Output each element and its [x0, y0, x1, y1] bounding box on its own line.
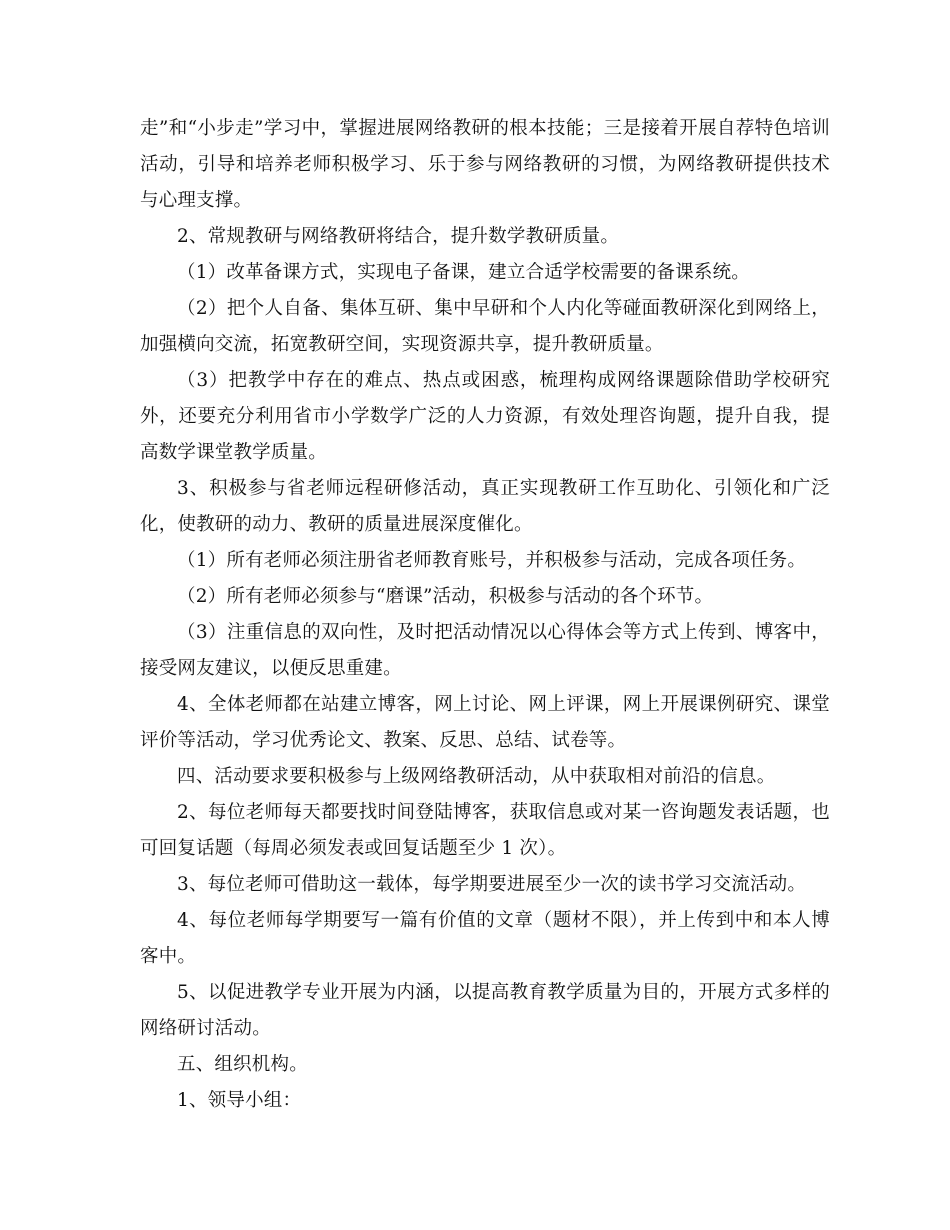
paragraph-15: 5、以促进教学专业开展为内涵，以提高教育教学质量为目的，开展方式多样的网络研讨活动。: [140, 982, 830, 1039]
paragraph-4: （2）把个人自备、集体互研、集中早研和个人内化等碰面教研深化到网络上，加强横向交流，拓宽教研空间，实现资源共享，提升教研质量。: [140, 298, 830, 355]
paragraph-10: 4、全体老师都在站建立博客，网上讨论、网上评课，网上开展课例研究、课堂评价等活动，学习优秀论文、教案、反思、总结、试卷等。: [140, 694, 830, 751]
paragraph-3: （1）改革备课方式，实现电子备课，建立合适学校需要的备课系统。: [177, 262, 750, 283]
document-body: [140, 111, 830, 1119]
paragraph-8: （2）所有老师必须参与“磨课”活动，积极参与活动的各个环节。: [177, 586, 714, 607]
paragraph-11: 四、活动要求要积极参与上级网络教研活动，从中获取相对前沿的信息。: [177, 766, 776, 787]
section-heading-organization: 五、组织机构。: [177, 1054, 308, 1075]
paragraph-12: 2、每位老师每天都要找时间登陆博客，获取信息或对某一咨询题发表话题，也可回复话题（每周必须发表或回复话题至少 1 次）。: [140, 802, 830, 859]
paragraph-5: （3）把教学中存在的难点、热点或困惑，梳理构成网络课题除借助学校研究外，还要充分利用省市小学数学广泛的人力资源，有效处理咨询题，提升自我，提高数学课堂教学质量。: [140, 370, 830, 463]
paragraph-1: 走”和“小步走”学习中，掌握进展网络教研的根本技能；三是接着开展自荐特色培训活动，引导和培养老师积极学习、乐于参与网络教研的习惯，为网络教研提供技术与心理支撑。: [140, 118, 830, 211]
paragraph-7: （1）所有老师必须注册省老师教育账号，并积极参与活动，完成各项任务。: [177, 550, 807, 571]
paragraph-14: 4、每位老师每学期要写一篇有价值的文章（题材不限），并上传到中和本人博客中。: [140, 910, 830, 967]
subheading-leadership-group: 1、领导小组：: [177, 1090, 302, 1111]
paragraph-6: 3、积极参与省老师远程研修活动，真正实现教研工作互助化、引领化和广泛化，使教研的动力、教研的质量进展深度催化。: [140, 478, 830, 535]
paragraph-9: （3）注重信息的双向性，及时把活动情况以心得体会等方式上传到、博客中，接受网友建议，以便反思重建。: [140, 622, 830, 679]
paragraph-2: 2、常规教研与网络教研将结合，提升数学教研质量。: [177, 226, 620, 247]
paragraph-13: 3、每位老师可借助这一载体，每学期要进展至少一次的读书学习交流活动。: [177, 874, 807, 895]
